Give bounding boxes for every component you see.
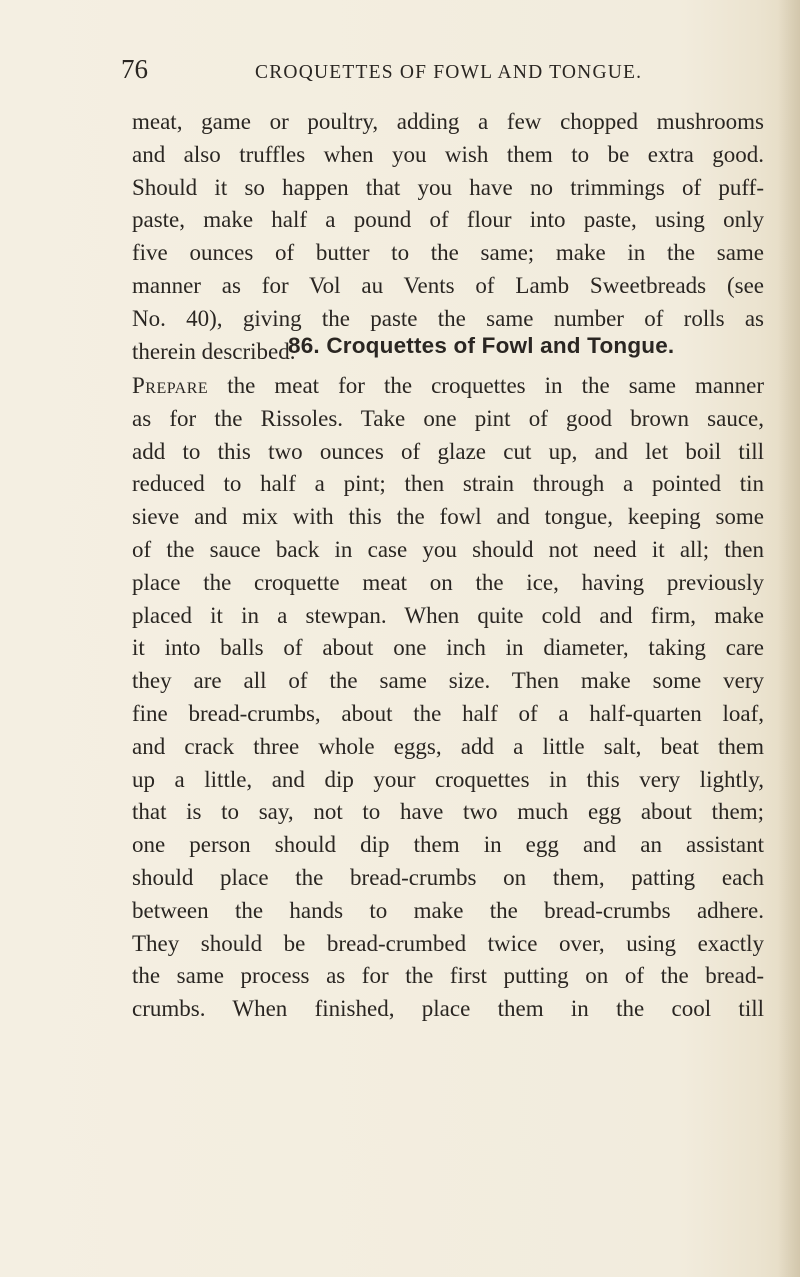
recipe-paragraph — [132, 370, 764, 1026]
text-line: and also truffles when you wish them to be extra good. — [132, 141, 764, 167]
text-line: No. 40), giving the paste the same number of rolls as — [132, 305, 764, 331]
text-line: it into balls of about one inch in diameter, taking care — [132, 635, 764, 661]
text-line: the same process as for the first putting on of the bread- — [132, 963, 764, 989]
text-line: placed it in a stewpan. When quite cold and firm, make — [132, 602, 764, 628]
text-line: reduced to half a pint; then strain through a pointed tin — [132, 471, 764, 497]
text-line: and crack three whole eggs, add a little salt, beat them — [132, 733, 764, 759]
text-line: Should it so happen that you have no trimmings of puff- — [132, 174, 764, 200]
text-line: one person should dip them in egg and an assistant — [132, 832, 764, 858]
text-line: that is to say, not to have two much egg about them; — [132, 799, 764, 825]
page-edge-shadow — [778, 0, 800, 1277]
text-line: as for the Rissoles. Take one pint of good brown sauce, — [132, 405, 764, 431]
page-number: 76 — [121, 54, 148, 84]
recipe-heading: 86. Croquettes of Fowl and Tongue. — [288, 333, 675, 358]
text-line: add to this two ounces of glaze cut up, and let boil till — [132, 438, 764, 464]
text-line: place the croquette meat on the ice, having previously — [132, 569, 764, 595]
text-line: up a little, and dip your croquettes in this very lightly, — [132, 766, 764, 792]
text-line: sieve and mix with this the fowl and tongue, keeping some — [132, 504, 764, 530]
running-title: CROQUETTES OF FOWL AND TONGUE. — [255, 62, 643, 83]
lead-word: Prepare — [132, 373, 209, 398]
paragraph-continued — [132, 106, 764, 368]
text-line: they are all of the same size. Then make some very — [132, 668, 764, 694]
text-line: They should be bread-crumbed twice over, using exactly — [132, 930, 764, 956]
text-line: should place the bread-crumbs on them, patting each — [132, 864, 764, 890]
text-line: of the sauce back in case you should not need it all; then — [132, 536, 764, 562]
text-line: therein described. — [132, 338, 296, 364]
text-line: paste, make half a pound of flour into paste, using only — [132, 207, 764, 233]
text-line: crumbs. When finished, place them in the cool till — [132, 996, 764, 1022]
text-line: five ounces of butter to the same; make in the same — [132, 240, 764, 266]
text-line: between the hands to make the bread-crumbs adhere. — [132, 897, 764, 923]
text-line: meat, game or poultry, adding a few chopped mushrooms — [132, 109, 764, 134]
text-line: fine bread-crumbs, about the half of a half-quarten loaf, — [132, 700, 764, 726]
text-line: manner as for Vol au Vents of Lamb Sweetbreads (see — [132, 272, 764, 298]
text-line: Prepare the meat for the croquettes in the same manner — [132, 373, 764, 398]
running-header — [121, 54, 761, 88]
